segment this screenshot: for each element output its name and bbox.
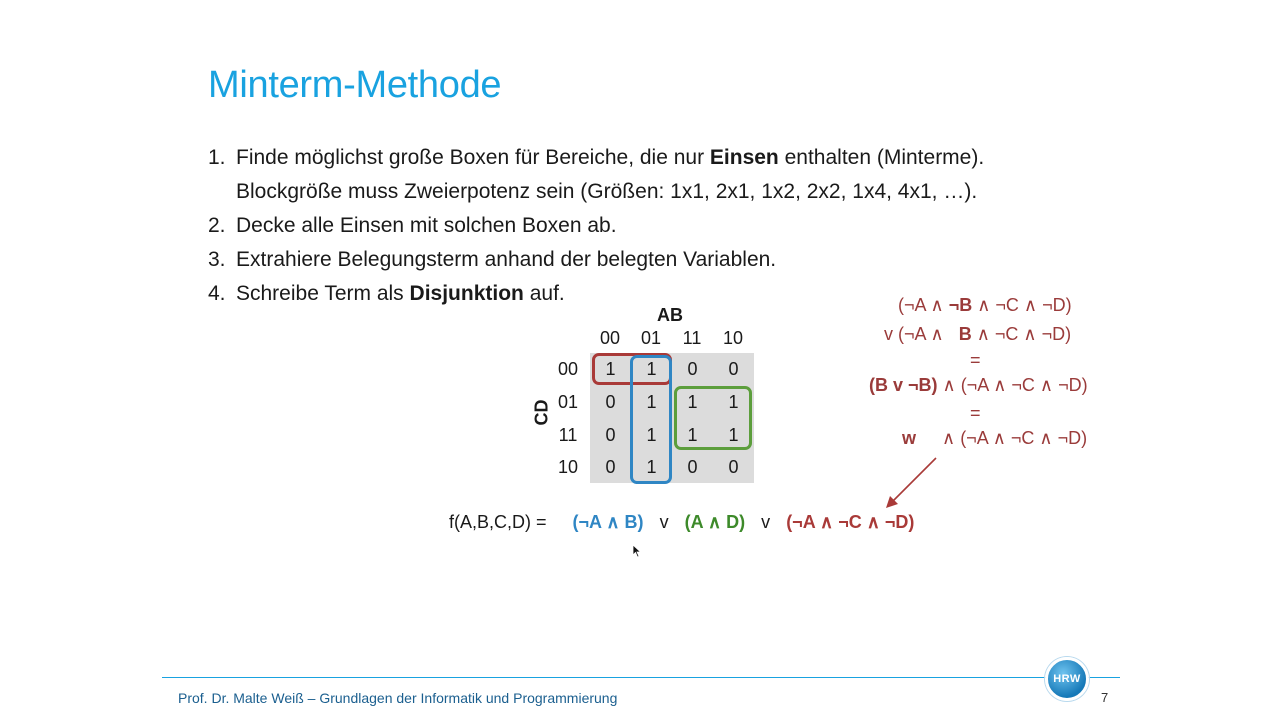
- derivation-part: v (¬A ∧: [884, 324, 959, 344]
- kmap-cell: 0: [605, 425, 616, 445]
- derivation-equals: =: [970, 350, 981, 370]
- step-text: [236, 243, 776, 277]
- step-text: [236, 277, 565, 311]
- hrw-logo: HRW: [1045, 657, 1089, 701]
- kmap-ab-label: AB: [657, 305, 683, 325]
- page-number: 7: [1101, 690, 1109, 705]
- formula-term-red: (¬A ∧ ¬C ∧ ¬D): [786, 512, 915, 532]
- step-text-bold: Disjunktion: [409, 282, 524, 305]
- formula-term-green: (A ∧ D): [684, 512, 746, 532]
- step-item: [208, 141, 1168, 175]
- derivation-part-bold: ¬B: [948, 295, 973, 315]
- step-number: 3.: [208, 248, 226, 271]
- derivation-line-4: [902, 428, 1087, 449]
- kmap-cell: 1: [687, 425, 698, 445]
- kmap-cell: 1: [605, 359, 616, 379]
- step-number: 4.: [208, 282, 226, 305]
- step-text-pre: Schreibe Term als: [236, 282, 410, 305]
- derivation-line-1: [898, 295, 1072, 316]
- derivation-equals: =: [970, 403, 981, 423]
- kmap-cell: 0: [728, 359, 739, 379]
- kmap-cell: 1: [728, 392, 739, 412]
- kmap-cell: 1: [728, 425, 739, 445]
- step-text-pre: Blockgröße muss Zweierpotenz sein (Größen: 1x1, 2x1, 1x2, 2x2, 1x4, 4x1, …).: [236, 180, 978, 203]
- derivation-line-3: [869, 375, 1088, 396]
- kmap-cell: 1: [646, 425, 657, 445]
- derivation-part-bold: w: [902, 428, 917, 448]
- derivation-part: ∧ ¬C ∧ ¬D): [971, 324, 1072, 344]
- formula-or: v: [659, 512, 669, 532]
- derivation-part: (¬A ∧: [898, 295, 949, 315]
- footer-author: Prof. Dr. Malte Weiß – Grundlagen der Informatik und Programmierung: [178, 690, 618, 706]
- slide-title: Minterm-Methode: [208, 64, 502, 106]
- step-text-post: enthalten (Minterme).: [778, 146, 985, 169]
- kmap-cell: 0: [687, 359, 698, 379]
- kmap-col-header: 11: [682, 328, 702, 348]
- result-formula: [449, 512, 914, 533]
- formula-or: v: [761, 512, 771, 532]
- step-text: [236, 141, 984, 175]
- kmap-row-header: 01: [557, 392, 579, 412]
- derivation-part-bold: (B v ¬B): [869, 375, 938, 395]
- kmap-cell: 0: [728, 457, 739, 477]
- step-item: [208, 243, 1168, 277]
- kmap-cell: 0: [605, 392, 616, 412]
- kmap-cell: 1: [646, 359, 657, 379]
- kmap-col-header: 10: [722, 328, 744, 348]
- kmap-row-header: 11: [558, 425, 578, 445]
- formula-term-blue: (¬A ∧ B): [572, 512, 644, 532]
- step-text: [236, 175, 977, 209]
- derivation-part: ∧ (¬A ∧ ¬C ∧ ¬D): [942, 428, 1088, 448]
- step-number: 1.: [208, 146, 226, 169]
- kmap-group-blue: [630, 355, 672, 484]
- step-text-pre: Decke alle Einsen mit solchen Boxen ab.: [236, 214, 617, 237]
- mouse-cursor-icon: [632, 544, 642, 558]
- derivation-part: ∧ ¬C ∧ ¬D): [972, 295, 1072, 315]
- kmap-cell: 0: [605, 457, 616, 477]
- step-item: [208, 209, 1168, 243]
- step-text-pre: Finde möglichst große Boxen für Bereiche, die nur: [236, 146, 710, 169]
- steps-list: [208, 141, 1168, 311]
- step-number: 2.: [208, 214, 226, 237]
- kmap-col-header: 01: [640, 328, 662, 348]
- step-text-bold: Einsen: [709, 146, 779, 169]
- step-number: [208, 175, 236, 209]
- kmap-cell: 0: [687, 457, 698, 477]
- step-text-post: auf.: [523, 282, 565, 305]
- arrow-icon: [880, 454, 944, 514]
- footer-divider: [162, 677, 1120, 678]
- kmap-cell: 1: [646, 457, 657, 477]
- kmap-cell: 1: [687, 392, 698, 412]
- step-text: [236, 209, 617, 243]
- kmap-col-header: 00: [599, 328, 621, 348]
- step-text-pre: Extrahiere Belegungsterm anhand der belegten Variablen.: [236, 248, 777, 271]
- kmap-cell: 1: [646, 392, 657, 412]
- kmap-row-header: 10: [557, 457, 579, 477]
- kmap-row-header: 00: [557, 359, 579, 379]
- derivation-part-bold: B: [958, 324, 972, 344]
- kmap-cd-label: CD: [531, 399, 552, 426]
- derivation-line-2: [884, 324, 1071, 345]
- kmap-group-green: [674, 386, 752, 450]
- step-item: [208, 175, 1168, 209]
- formula-lhs: f(A,B,C,D) =: [449, 512, 547, 532]
- derivation-part: ∧ (¬A ∧ ¬C ∧ ¬D): [937, 375, 1088, 395]
